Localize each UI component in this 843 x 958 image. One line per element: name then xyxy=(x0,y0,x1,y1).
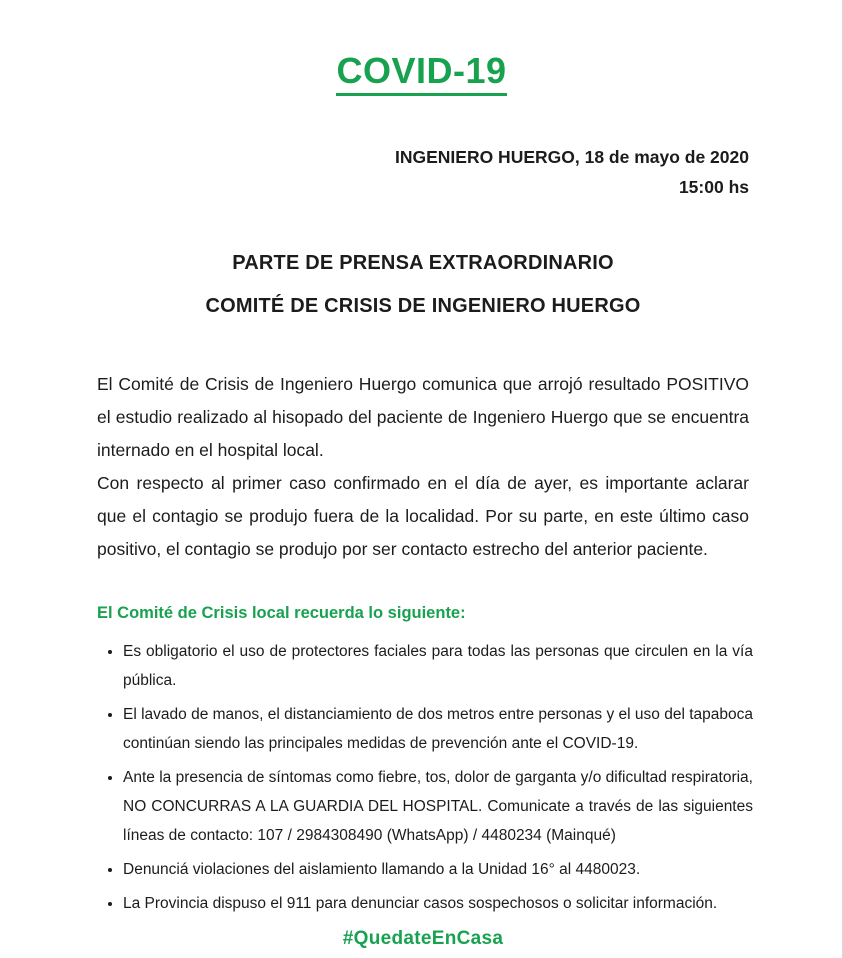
list-heading: El Comité de Crisis local recuerda lo siguiente: xyxy=(97,604,466,622)
list-item: • La Provincia dispuso el 911 para denunciar casos sospechosos o solicitar información. xyxy=(123,889,753,918)
document-content xyxy=(97,142,753,950)
dateline xyxy=(97,142,749,202)
dateline-time: 15:00 hs xyxy=(678,177,749,197)
list-item: • Denunciá violaciones del aislamiento llamando a la Unidad 16° al 4480023. xyxy=(123,855,753,884)
dateline-location-date: INGENIERO HUERGO, 18 de mayo de 2020 xyxy=(394,147,749,167)
body-paragraph: Con respecto al primer caso confirmado en el día de ayer, es importante aclarar que el contagio se produjo fuera de la localidad. Por su parte, en este último caso positivo, el contagio se produjo por ser contacto estrecho del anterior paciente. xyxy=(97,473,749,559)
press-headings xyxy=(97,242,749,328)
title-row xyxy=(0,50,843,96)
press-heading-line-2: COMITÉ DE CRISIS DE INGENIERO HUERGO xyxy=(205,295,641,317)
list-item: • Ante la presencia de síntomas como fiebre, tos, dolor de garganta y/o dificultad respiratoria, NO CONCURRAS A LA GUARDIA DEL HOSPITAL. Comunicate a través de las siguientes líneas de contacto: 107 / 2984308490 (WhatsApp) / 4480234 (Mainqué) xyxy=(123,763,753,850)
page-title: COVID-19 xyxy=(336,50,506,96)
list-item: • Es obligatorio el uso de protectores faciales para todas las personas que circulen en la vía pública. xyxy=(123,637,753,695)
body-paragraphs xyxy=(97,368,749,566)
reminder-list xyxy=(97,637,753,918)
hashtag: #QuedateEnCasa xyxy=(342,928,504,949)
body-paragraph: El Comité de Crisis de Ingeniero Huergo comunica que arrojó resultado POSITIVO el estudio realizado al hisopado del paciente de Ingeniero Huergo que se encuentra internado en el hospital local. xyxy=(97,374,749,460)
list-item: • El lavado de manos, el distanciamiento de dos metros entre personas y el uso del tapaboca continúan siendo las principales medidas de prevención ante el COVID-19. xyxy=(123,700,753,758)
press-heading-line-1: PARTE DE PRENSA EXTRAORDINARIO xyxy=(232,252,614,274)
